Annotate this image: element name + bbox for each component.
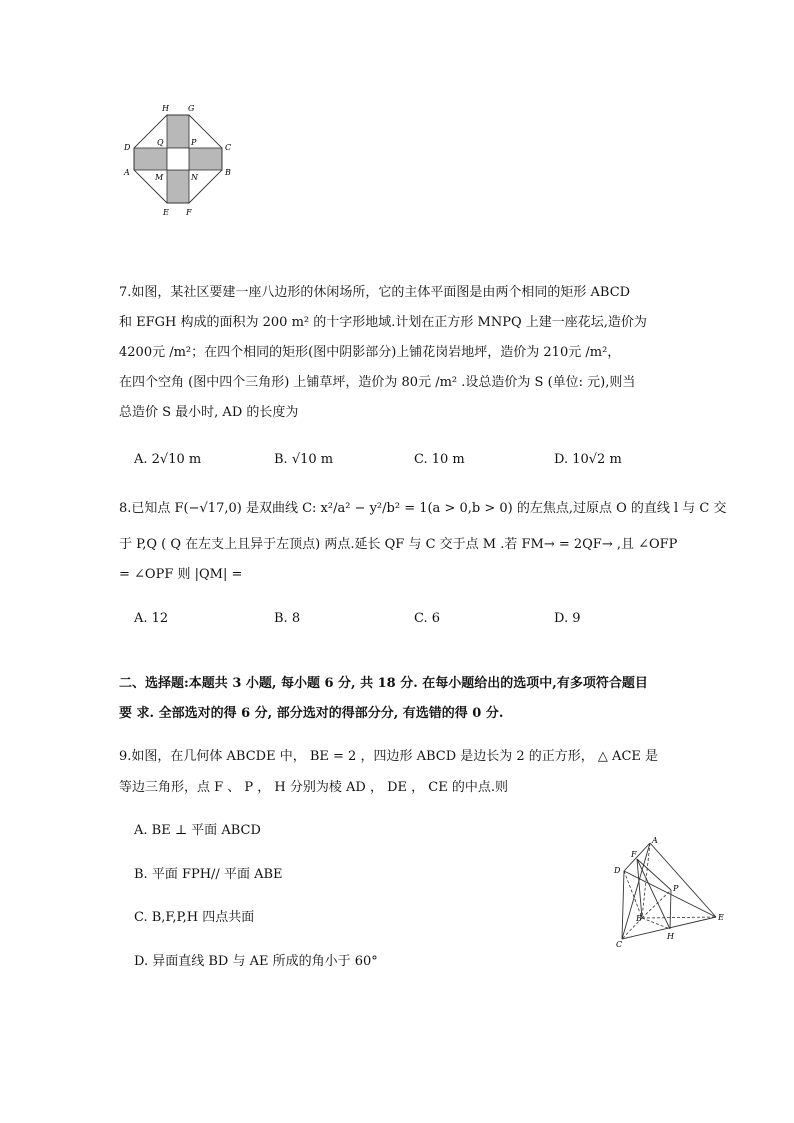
q7-option-a: A. 2√10 m xyxy=(134,452,202,467)
label-B: B xyxy=(225,168,231,177)
q7-line-2: 和 EFGH 构成的面积为 200 m² 的十字形地域.计划在正方形 MNPQ 上建一座花坛,造价为 xyxy=(119,315,647,330)
edge-PH xyxy=(670,890,671,929)
edge-DC xyxy=(622,871,624,939)
edge-BP xyxy=(642,890,671,918)
section2-line-1: 二、选择题:本题共 3 小题, 每小题 6 分, 共 18 分. 在每小题给出的选项中,有多项符合题目 xyxy=(119,676,648,691)
center-square xyxy=(167,148,189,170)
section2-line-2: 要 求. 全部选对的得 6 分, 部分选对的得部分分, 有选错的得 0 分. xyxy=(119,706,504,721)
q7-line-5: 总造价 S 最小时, AD 的长度为 xyxy=(119,405,299,420)
solid-label-A: A xyxy=(652,836,658,845)
shade-bottom xyxy=(167,170,189,203)
solid-label-B: B xyxy=(636,914,642,923)
label-M: M xyxy=(155,173,164,182)
label-A: A xyxy=(124,168,130,177)
solid-label-P: P xyxy=(673,884,679,893)
octagon-figure xyxy=(120,100,240,220)
edge-FP xyxy=(637,859,671,890)
q9-line-1: 9.如图，在几何体 ABCDE 中， BE = 2 ，四边形 ABCD 是边长为 2 的正方形， △ ACE 是 xyxy=(119,749,659,764)
label-P: P xyxy=(191,138,197,147)
q9-option-a: A. BE ⊥ 平面 ABCD xyxy=(134,823,261,838)
label-F: F xyxy=(186,208,192,217)
solid-label-H: H xyxy=(667,932,674,941)
q7-option-c: C. 10 m xyxy=(414,452,465,467)
label-C: C xyxy=(225,143,232,152)
label-N: N xyxy=(191,173,198,182)
q9-line-2: 等边三角形，点 F 、 P ， H 分别为棱 AD ， DE ， CE 的中点.则 xyxy=(119,780,508,795)
q8-option-a: A. 12 xyxy=(134,611,169,626)
q8-line-3: = ∠OPF 则 |QM| = xyxy=(119,567,243,582)
label-E: E xyxy=(163,208,169,217)
edge-BE xyxy=(642,917,716,918)
solid-label-F: F xyxy=(631,850,637,859)
label-G: G xyxy=(188,104,195,113)
solid-label-C: C xyxy=(616,940,623,949)
q9-option-b: B. 平面 FPH// 平面 ABE xyxy=(134,867,283,882)
label-Q: Q xyxy=(157,138,164,147)
q9-option-c: C. B,F,P,H 四点共面 xyxy=(134,910,255,925)
label-H: H xyxy=(162,104,169,113)
shade-right xyxy=(189,148,222,170)
solid-label-D: D xyxy=(614,866,621,875)
edge-DE xyxy=(624,871,716,917)
solid-figure xyxy=(610,835,730,950)
q8-line-1: 8.已知点 F(−√17,0) 是双曲线 C: x²/a² − y²/b² = 1(a > 0,b > 0) 的左焦点,过原点 O 的直线 l 与 C 交 xyxy=(119,501,727,516)
solid-label-E: E xyxy=(718,913,724,922)
q7-line-4: 在四个空角 (图中四个三角形) 上铺草坪，造价为 80元 /m² .设总造价为 S (单位: 元),则当 xyxy=(119,375,636,390)
q7-option-d: D. 10√2 m xyxy=(554,452,622,467)
edge-DB xyxy=(624,871,642,918)
q8-line-2: 于 P,Q ( Q 在左支上且异于左顶点) 两点.延长 QF 与 C 交于点 M .若 FM→ = 2QF→ ,且 ∠OFP xyxy=(119,537,678,552)
q7-line-1: 7.如图，某社区要建一座八边形的休闲场所，它的主体平面图是由两个相同的矩形 ABCD xyxy=(119,285,631,300)
q7-option-b: B. √10 m xyxy=(274,452,334,467)
shade-left xyxy=(134,148,167,170)
label-D: D xyxy=(124,143,131,152)
q8-option-b: B. 8 xyxy=(274,611,301,626)
q8-option-d: D. 9 xyxy=(554,611,581,626)
q9-option-d: D. 异面直线 BD 与 AE 所成的角小于 60° xyxy=(134,954,378,969)
q7-line-3: 4200元 /m²；在四个相同的矩形(图中阴影部分)上铺花岗岩地坪，造价为 210元 /m²， xyxy=(119,345,621,360)
shade-top xyxy=(167,115,189,148)
q8-option-c: C. 6 xyxy=(414,611,441,626)
